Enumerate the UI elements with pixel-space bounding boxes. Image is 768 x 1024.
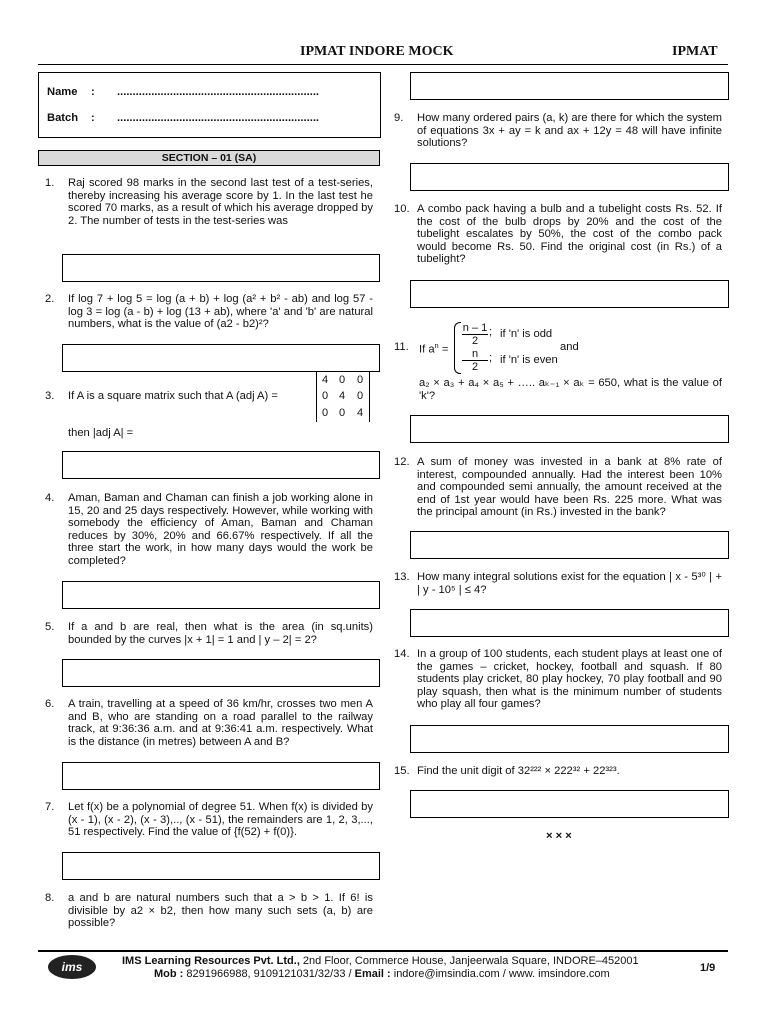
matrix: 4 0 0 0 4 0 0 0 4: [316, 372, 370, 422]
question-9: 9. How many ordered pairs (a, k) are there for which the system of equations 3x + ay = k and ax + 12y = 48 will have infinite solutions?: [394, 112, 722, 150]
question-2: 2. If log 7 + log 5 = log (a + b) + log (a² + b² - ab) and log 57 - log 3 = log (a - b) + log (13 + ab), where 'a' and 'b' are natural numbers, what is the value of (a2 - b2)²?: [45, 293, 373, 331]
ims-logo: ims: [48, 955, 96, 979]
footer-rule: [38, 950, 728, 952]
page-number: 1/9: [700, 962, 716, 974]
footer-contact: Mob : 8291966988, 9109121031/32/33 / Email : indore@imsindia.com / www. imsindore.com: [154, 968, 610, 980]
answer-box-11[interactable]: [410, 415, 729, 443]
answer-box-14[interactable]: [410, 725, 729, 753]
batch-label: Batch: [47, 112, 79, 124]
answer-box-3[interactable]: [62, 451, 380, 479]
header-rule: [38, 64, 728, 65]
question-15: 15. Find the unit digit of 32²²² × 222³² + 22³²³.: [394, 765, 620, 777]
batch-colon: :: [91, 112, 95, 124]
answer-box-2[interactable]: [62, 344, 380, 372]
question-4: 4. Aman, Baman and Chaman can finish a job working alone in 15, 20 and 25 days respectively. However, while working with somebody the efficiency of Aman, Baman and Chaman reduces by 30%, 20% and 66.67% respectively. If all the three start the work, in how many days would the work be completed?: [45, 492, 373, 567]
name-label: Name: [47, 86, 78, 98]
even-condition: if 'n' is even: [500, 354, 558, 366]
answer-box-15[interactable]: [410, 790, 729, 818]
name-colon: :: [91, 86, 95, 98]
question-3-tail: then |adj A| =: [68, 427, 134, 439]
question-11-number: 11.: [394, 341, 409, 353]
footer-address: IMS Learning Resources Pvt. Ltd., 2nd Floor, Commerce House, Janjeerwala Square, INDORE–452001: [122, 955, 639, 967]
question-13: 13. How many integral solutions exist for the equation | x - 5³⁰ | + | y - 10⁵ | ≤ 4?: [394, 571, 722, 596]
answer-box-10[interactable]: [410, 280, 729, 308]
question-11-line2: a₂ × a₃ + a₄ × a₅ + ….. aₖ₋₁ × aₖ = 650, what is the value of 'k'?: [419, 377, 722, 402]
page-title: IPMAT INDORE MOCK: [300, 44, 454, 59]
question-8: 8. a and b are natural numbers such that a > b > 1. If 6! is divisible by a2 × b2, then how many such sets (a, b) are possible?: [45, 892, 373, 930]
end-mark: × × ×: [546, 830, 572, 842]
question-1: 1. Raj scored 98 marks in the second last test of a test-series, thereby increasing his average score by 1. In the last test he scored 70 marks, as a result of which his average dropped by 2. The number of tests in the test-series was: [45, 177, 373, 227]
name-batch-box: [38, 72, 381, 138]
odd-condition: if 'n' is odd: [500, 328, 553, 340]
header-brand: IPMAT: [672, 44, 718, 59]
answer-box-7[interactable]: [62, 852, 380, 880]
question-14: 14. In a group of 100 students, each student plays at least one of the games – cricket, hockey, football and squash. If 80 students play cricket, 80 play hockey, 70 play football and 90 play squash, then what is the minimum number of students who play all four games?: [394, 648, 722, 711]
question-10: 10. A combo pack having a bulb and a tubelight costs Rs. 52. If the cost of the bulb drops by 20% and the cost of the tubelight escalates by 50%, the cost of the combo pack would become Rs. 50. Find the original cost (in Rs.) of a tubelight?: [394, 203, 722, 266]
answer-box-9[interactable]: [410, 163, 729, 191]
question-12: 12. A sum of money was invested in a bank at 8% rate of interest, compounded annually. Had the interest been 10% and compounded semi annually, the amount received at the end of 1st year would have been Rs. 225 more. What was the principal amount (in Rs.) invested in the bank?: [394, 456, 722, 519]
question-5: 5. If a and b are real, then what is the area (in sq.units) bounded by the curves |x + 1| = 1 and | y – 2| = 2?: [45, 621, 373, 646]
fraction-odd: n – 1 2: [462, 322, 488, 347]
section-heading: SECTION – 01 (SA): [38, 150, 380, 166]
and-word: and: [560, 341, 579, 353]
answer-box-8[interactable]: [410, 72, 729, 100]
answer-box-6[interactable]: [62, 762, 380, 790]
answer-box-5[interactable]: [62, 659, 380, 687]
answer-box-13[interactable]: [410, 609, 729, 637]
answer-box-1[interactable]: [62, 254, 380, 282]
question-11-lead: If $a^n$ =: [419, 341, 449, 356]
answer-box-4[interactable]: [62, 581, 380, 609]
name-field[interactable]: .................................................................: [117, 86, 320, 98]
question-3: 3. If A is a square matrix such that A (adj A) =: [45, 390, 278, 402]
answer-box-12[interactable]: [410, 531, 729, 559]
batch-field[interactable]: .................................................................: [117, 112, 320, 124]
fraction-even: n 2: [462, 348, 488, 373]
piecewise-brace: [454, 322, 461, 374]
question-7: 7. Let f(x) be a polynomial of degree 51. When f(x) is divided by (x - 1), (x - 2), (x - 3),.., (x - 51), the remainders are 1, 2, 3,..., 51 respectively. Find the value of {f(52) + f(0)}.: [45, 801, 373, 839]
question-6: 6. A train, travelling at a speed of 36 km/hr, crosses two men A and B, who are standing on a road parallel to the railway track, at 9:36:36 a.m. and at 9:36:41 a.m. respectively. What is the distance (in metres) between A and B?: [45, 698, 373, 748]
